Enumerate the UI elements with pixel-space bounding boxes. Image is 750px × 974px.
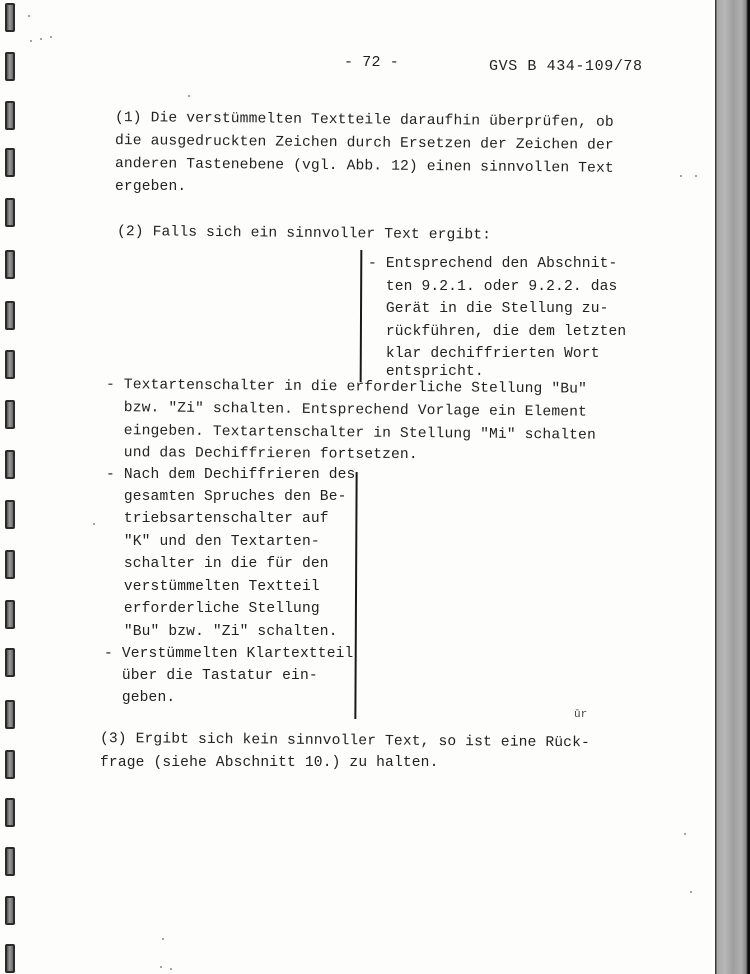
section-1-line: die ausgedruckten Zeichen durch Ersetzen der Zeichen der (114, 133, 614, 154)
full-width-line: - Textartenschalter in die erforderliche Stellung "Bu" (105, 377, 588, 398)
binder-hole-icon (5, 148, 15, 177)
right-column-line: klar dechiffrierten Wort (368, 346, 600, 362)
left-column-line: über die Tastatur ein- (104, 668, 318, 684)
document-reference: GVS B 434-109/78 (489, 58, 643, 75)
left-column-line: verstümmelten Textteil (106, 579, 320, 595)
binder-hole-icon (5, 3, 15, 32)
scan-speck (28, 15, 30, 17)
page-number: - 72 - (344, 54, 399, 71)
left-column-line: "K" und den Textarten- (106, 534, 320, 550)
scan-speck (188, 95, 190, 97)
section-2-intro: (2) Falls sich ein sinnvoller Text ergibt: (116, 224, 492, 244)
scan-speck (93, 523, 95, 525)
full-width-line: und das Dechiffrieren fortsetzen. (105, 445, 418, 464)
binder-hole-icon (5, 847, 15, 876)
section-1-line: (1) Die verstümmelten Textteile daraufhin überprüfen, ob (114, 110, 614, 131)
binder-hole-icon (5, 750, 15, 779)
left-column-line: schalter in die für den (106, 556, 329, 572)
margin-mark: ūr (574, 709, 588, 721)
column-divider (354, 472, 357, 719)
scan-speck (690, 891, 692, 893)
binder-holes (0, 0, 22, 974)
left-column-line: gesamten Spruches den Be- (106, 489, 347, 505)
left-column-line: - Nach dem Dechiffrieren des (106, 467, 356, 483)
binder-hole-icon (5, 944, 15, 973)
binder-hole-icon (5, 250, 15, 279)
binder-hole-icon (5, 896, 15, 925)
scan-speck (684, 833, 686, 835)
binder-hole-icon (5, 550, 15, 579)
left-column-line: triebsartenschalter auf (106, 511, 329, 527)
scan-speck (162, 938, 164, 940)
right-column-line: rückführen, die dem letzten (368, 324, 627, 340)
right-column-line: entspricht. (368, 364, 484, 380)
scan-speck (50, 36, 52, 38)
binder-hole-icon (5, 198, 15, 227)
binder-hole-icon (5, 101, 15, 130)
full-width-line: bzw. "Zi" schalten. Entsprechend Vorlage ein Element (105, 400, 588, 421)
binder-hole-icon (5, 52, 15, 81)
section-1-line: anderen Tastenebene (vgl. Abb. 12) einen sinnvollen Text (114, 156, 614, 177)
scanner-edge (715, 0, 750, 974)
binder-hole-icon (5, 600, 15, 629)
binder-hole-icon (5, 500, 15, 529)
left-column-line: geben. (104, 690, 176, 706)
section-3-line: (3) Ergibt sich kein sinnvoller Text, so ist eine Rück- (99, 731, 590, 752)
section-1-line: ergeben. (115, 179, 187, 195)
binder-hole-icon (5, 301, 15, 330)
binder-hole-icon (5, 400, 15, 429)
section-3-line: frage (siehe Abschnitt 10.) zu halten. (100, 755, 439, 771)
binder-hole-icon (5, 350, 15, 379)
scan-speck (170, 968, 172, 970)
right-column-line: ten 9.2.1. oder 9.2.2. das (368, 279, 618, 295)
left-column-line: - Verstümmelten Klartextteil (104, 646, 354, 662)
scan-speck (160, 966, 162, 968)
right-column-line: - Entsprechend den Abschnit- (368, 256, 618, 272)
binder-hole-icon (5, 648, 15, 677)
column-divider (360, 250, 362, 382)
left-column-line: "Bu" bzw. "Zi" schalten. (106, 624, 338, 640)
left-column-line: erforderliche Stellung (106, 601, 320, 617)
binder-hole-icon (5, 700, 15, 729)
scan-speck (40, 38, 42, 40)
binder-hole-icon (5, 450, 15, 479)
scan-speck (680, 175, 682, 177)
scan-speck (695, 175, 697, 177)
full-width-line: eingeben. Textartenschalter in Stellung "Mi" schalten (105, 423, 596, 444)
scan-speck (30, 40, 32, 42)
binder-hole-icon (5, 798, 15, 827)
right-column-line: Gerät in die Stellung zu- (368, 301, 609, 317)
